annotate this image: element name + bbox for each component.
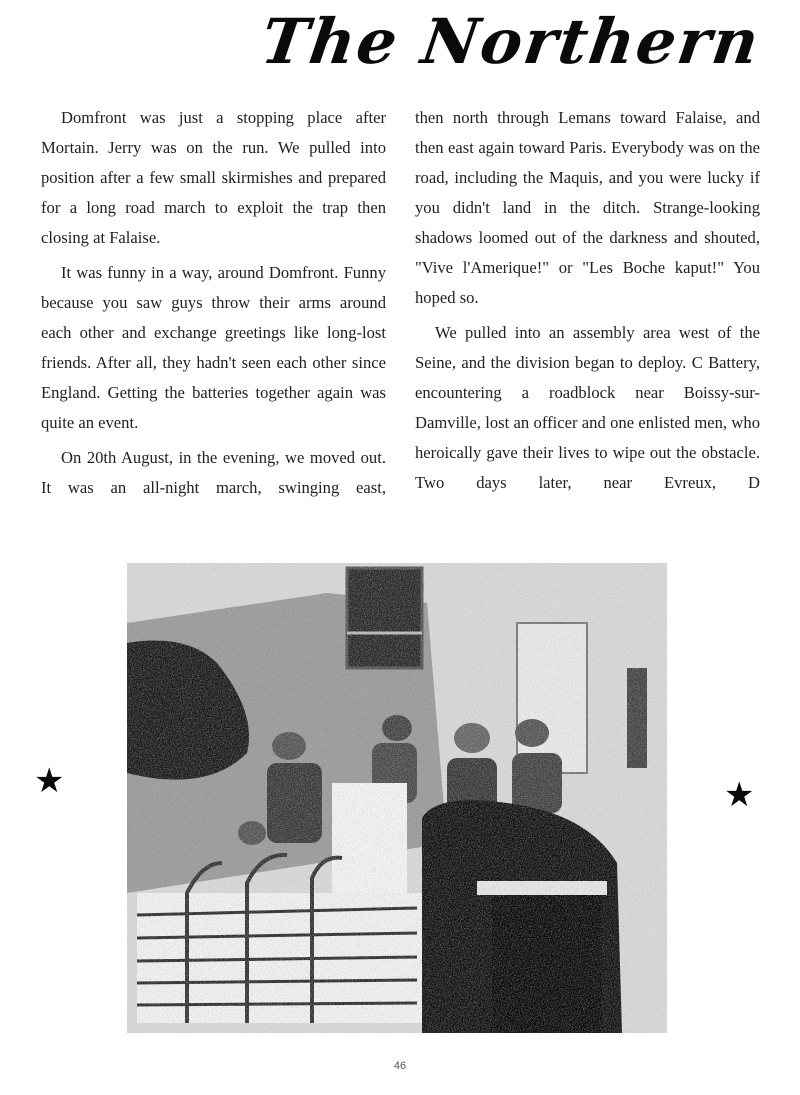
- page-header-title: The Northern: [257, 5, 766, 78]
- page-number: 46: [393, 1060, 407, 1072]
- paragraph: On 20th August, in the evening, we moved out. It was an all-night march, swinging east,: [41, 448, 386, 497]
- star-icon: ★: [34, 763, 65, 800]
- paragraph: We pulled into an assembly area west of the Seine, and the division began to deploy. C Battery, encountering a roadblock near Boissy-sur-Damville, lost an officer and one enlisted men, who heroically gave their lives to wipe out the obstacle. Two days later, near Evreux, D: [415, 323, 760, 492]
- photo-soldiers-on-truck: [127, 563, 667, 1033]
- paragraph: Domfront was just a stopping place after Mortain. Jerry was on the run. We pulled into position after a few small skirmishes and prepared for a long road march to exploit the trap then closing at Falaise.: [41, 108, 386, 247]
- paragraph: then north through Lemans toward Falaise, and then east again toward Paris. Everybody was on the road, including the Maquis, and you were lucky if you didn't land in the ditch. Strange-looking shadows loomed out of the darkness and shouted, "Vive l'Amerique!" or "Les Boche kaput!" You hoped so.: [415, 108, 760, 307]
- right-text-column: [415, 103, 760, 503]
- left-text-column: [41, 103, 386, 508]
- star-icon: ★: [724, 777, 755, 814]
- paragraph: It was funny in a way, around Domfront. Funny because you saw guys throw their arms around each other and exchange greetings like long-lost friends. After all, they hadn't seen each other since England. Getting the batteries together again was quite an event.: [41, 263, 386, 432]
